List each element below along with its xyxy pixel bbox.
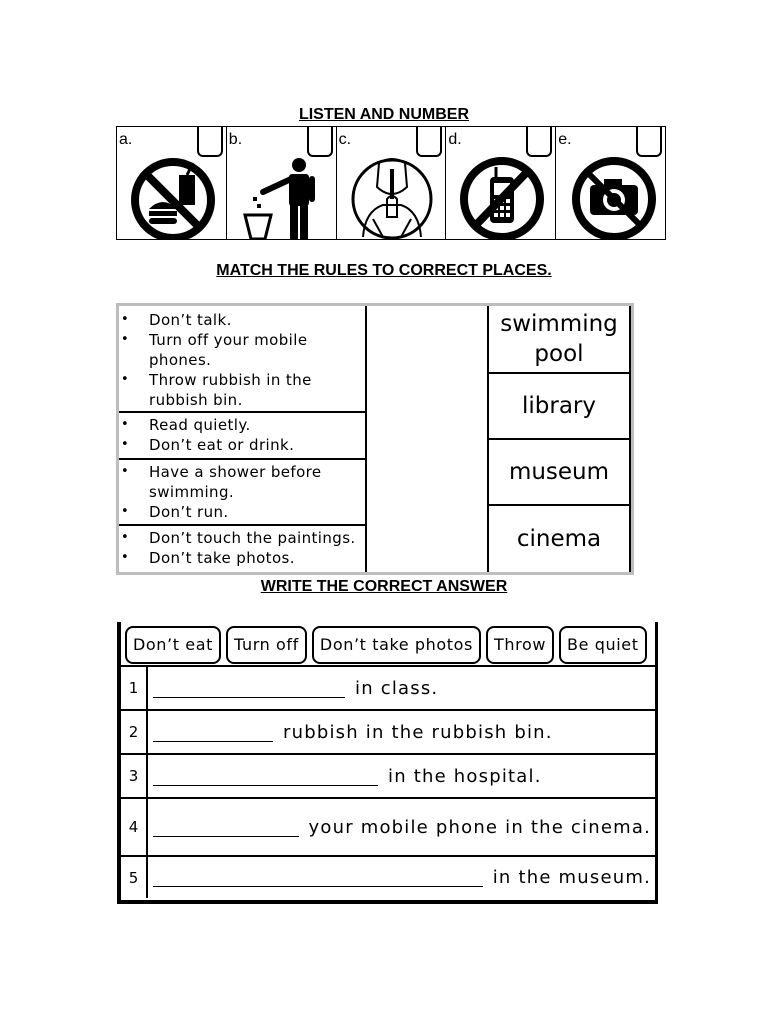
answer-blank[interactable] <box>153 723 273 742</box>
rule-line: phones. <box>149 351 212 369</box>
word-bank-item: Don’t eat <box>125 626 221 664</box>
rule-line: swimming. <box>149 483 235 501</box>
no-camera-icon <box>562 157 660 239</box>
listen-heading: LISTEN AND NUMBER <box>298 106 470 123</box>
rule-group-1 <box>119 306 365 413</box>
sign-cell-b <box>227 127 337 239</box>
answer-box[interactable] <box>526 127 552 157</box>
rule-line: • Have a shower before <box>149 462 365 482</box>
sign-letter: a. <box>119 131 133 148</box>
rule-line: • Read quietly. <box>149 415 365 435</box>
rules-column <box>119 306 367 572</box>
rule-line: • Don’t talk. <box>149 310 365 330</box>
rule-line: • Don’t run. <box>149 502 365 522</box>
question-text: rubbish in the rubbish bin. <box>283 721 553 743</box>
question-row <box>121 797 655 855</box>
place-swimming-pool: swimming pool <box>489 306 629 374</box>
word-bank-item: Turn off <box>226 626 307 664</box>
question-number: 2 <box>121 711 148 753</box>
question-number: 5 <box>121 857 148 898</box>
answer-blank[interactable] <box>153 767 378 786</box>
places-column <box>487 306 631 572</box>
rule-line: rubbish bin. <box>149 391 243 409</box>
be-quiet-icon <box>343 157 441 239</box>
rule-group-4 <box>119 526 365 572</box>
no-food-drink-icon <box>123 157 221 239</box>
question-row <box>121 855 655 898</box>
question-number: 3 <box>121 755 148 797</box>
sign-cell-a <box>117 127 227 239</box>
sign-cell-d <box>446 127 556 239</box>
throw-rubbish-icon <box>233 157 331 239</box>
sign-letter: c. <box>338 131 352 148</box>
rule-line: • Throw rubbish in the <box>149 370 365 390</box>
write-heading: WRITE THE CORRECT ANSWER <box>260 578 508 595</box>
rule-line: • Don’t touch the paintings. <box>149 528 365 548</box>
match-heading: MATCH THE RULES TO CORRECT PLACES. <box>216 262 552 279</box>
word-bank-item: Throw <box>486 626 554 664</box>
no-mobile-phone-icon <box>452 157 550 239</box>
sign-letter: b. <box>228 131 243 148</box>
question-row <box>121 665 655 709</box>
question-number: 1 <box>121 667 148 709</box>
answer-blank[interactable] <box>153 868 483 887</box>
sign-letter: e. <box>558 131 572 148</box>
rule-line: • Don’t eat or drink. <box>149 435 365 455</box>
word-bank <box>125 626 647 664</box>
write-table <box>117 622 658 904</box>
place-cinema: cinema <box>516 526 602 552</box>
answer-blank[interactable] <box>153 818 299 837</box>
answer-box[interactable] <box>197 127 223 157</box>
question-text: your mobile phone in the cinema. <box>308 816 651 838</box>
answer-blank[interactable] <box>153 679 345 698</box>
word-bank-item: Be quiet <box>559 626 647 664</box>
sign-letter: d. <box>448 131 462 148</box>
word-bank-item: Don’t take photos <box>312 626 481 664</box>
place-library: library <box>489 374 629 440</box>
question-number: 4 <box>121 799 148 855</box>
sign-cell-e <box>556 127 665 239</box>
answer-box[interactable] <box>307 127 333 157</box>
signs-strip <box>116 126 666 240</box>
rule-group-3 <box>119 460 365 526</box>
question-row <box>121 753 655 797</box>
question-row <box>121 709 655 753</box>
answer-box[interactable] <box>636 127 662 157</box>
sign-cell-c <box>337 127 447 239</box>
answer-box[interactable] <box>416 127 442 157</box>
question-text: in class. <box>355 677 439 699</box>
rule-group-2 <box>119 413 365 460</box>
place-museum: museum <box>489 440 629 506</box>
match-table <box>116 303 634 575</box>
question-text: in the hospital. <box>388 765 542 787</box>
rule-line: • Don’t take photos. <box>149 548 365 568</box>
rule-line: • Turn off your mobile <box>149 330 365 350</box>
question-text: in the museum. <box>492 867 651 888</box>
